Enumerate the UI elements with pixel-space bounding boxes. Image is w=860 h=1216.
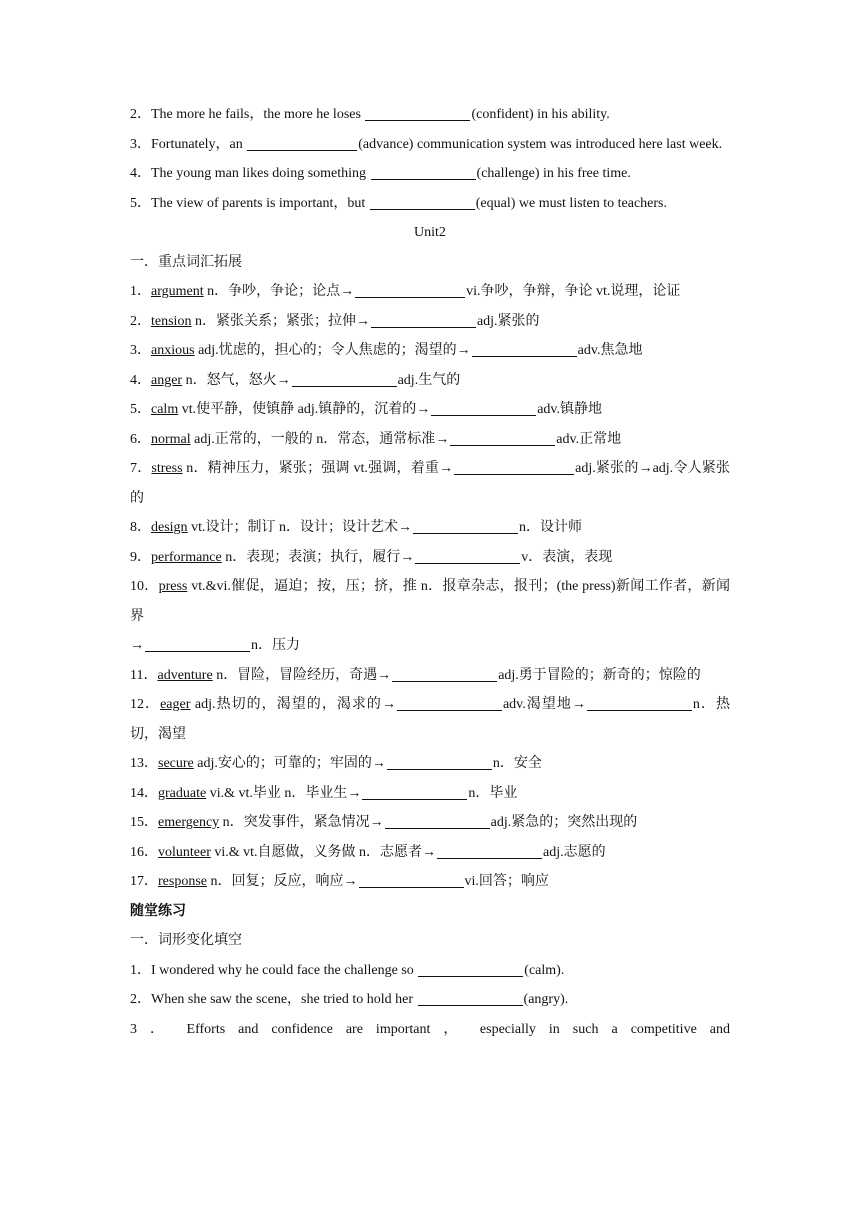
vocab-word: emergency (158, 815, 220, 830)
answer-blank[interactable] (371, 164, 476, 180)
vocab-item: 10．press vt.&vi.催促，逼迫；按，压；挤，推 n．报章杂志，报刊；(the press)新闻工作者，新闻界 (130, 579, 730, 624)
answer-blank[interactable] (355, 282, 465, 298)
exercise-item: 3．Fortunately，an (advance) communication system was introduced here last week. (130, 136, 723, 152)
vocab-word: calm (151, 402, 179, 417)
answer-blank[interactable] (370, 194, 475, 210)
vocab-item: 5．calm vt.使平静，使镇静 adj.镇静的，沉着的→ adv.镇静地 (130, 402, 603, 417)
vocab-word: normal (151, 431, 191, 447)
unit-title: Unit2 (414, 225, 446, 240)
vocab-item: 3．anxious adj.忧虑的，担心的；令人焦虑的；渴望的→ adv.焦急地 (130, 343, 643, 358)
practice-item: 2．When she saw the scene，she tried to hold her (angry). (130, 992, 569, 1007)
vocab-item: 7．stress n．精神压力，紧张；强调 vt.强调，着重→ adj.紧张的→adj.令人紧张的 (130, 461, 731, 506)
vocab-word: response (158, 874, 207, 889)
vocab-item: 9．performance n．表现；表演；执行，履行→ v．表演，表现 (130, 549, 613, 565)
vocab-item: 1．argument n．争吵，争论；论点→ vi.争吵，争辩，争论 vt.说理，论证 (130, 284, 681, 299)
vocab-item: 17．response n．回复；反应，响应→ vi.回答；响应 (130, 874, 549, 889)
answer-blank[interactable] (413, 518, 518, 534)
answer-blank[interactable] (431, 400, 536, 416)
vocab-word: graduate (158, 785, 207, 801)
vocab-word: argument (151, 284, 204, 299)
vocab-item: 6．normal adj.正常的，一般的 n．常态，通常标准→ adv.正常地 (130, 431, 622, 447)
answer-blank[interactable] (362, 784, 467, 800)
answer-blank[interactable] (472, 341, 577, 357)
vocab-item: 12．eager adj.热切的，渴望的，渴求的→ adv.渴望地→ n．热切，渴望 (130, 697, 730, 742)
vocab-item: 14．graduate vi.& vt.毕业 n．毕业生→ n．毕业 (130, 785, 518, 801)
vocab-item: 16．volunteer vi.& vt.自愿做，义务做 n．志愿者→ adj.志愿的 (130, 844, 606, 860)
answer-blank[interactable] (145, 636, 250, 652)
answer-blank[interactable] (397, 695, 502, 711)
vocab-word: design (151, 520, 188, 535)
practice-heading: 随堂练习 (130, 903, 186, 919)
answer-blank[interactable] (247, 135, 357, 151)
answer-blank[interactable] (437, 843, 542, 859)
vocab-word: adventure (157, 667, 213, 683)
answer-blank[interactable] (387, 754, 492, 770)
answer-blank[interactable] (385, 813, 490, 829)
exercise-item: 5．The view of parents is important，but (equal) we must listen to teachers. (130, 195, 668, 211)
vocab-word: performance (151, 549, 222, 565)
vocab-word: anxious (151, 343, 195, 358)
answer-blank[interactable] (454, 459, 574, 475)
vocab-heading: 一．重点词汇拓展 (130, 254, 242, 270)
vocab-word: press (158, 579, 188, 594)
vocab-item: 15．emergency n．突发事件，紧急情况→ adj.紧急的；突然出现的 (130, 815, 638, 830)
exercise-item: 4．The young man likes doing something (challenge) in his free time. (130, 166, 631, 181)
vocab-item: 8．design vt.设计；制订 n．设计；设计艺术→ n．设计师 (130, 520, 582, 535)
vocab-item: 13．secure adj.安心的；可靠的；牢固的→ n．安全 (130, 756, 542, 771)
vocab-word: eager (160, 697, 191, 712)
answer-blank[interactable] (418, 990, 523, 1006)
answer-blank[interactable] (415, 548, 520, 564)
answer-blank[interactable] (392, 666, 497, 682)
answer-blank[interactable] (371, 312, 476, 328)
practice-subheading: 一．词形变化填空 (130, 933, 242, 948)
vocab-item: 11．adventure n．冒险，冒险经历，奇遇→ adj.勇于冒险的；新奇的；惊险的 (130, 667, 701, 683)
document-page (130, 100, 730, 1044)
exercise-item: 2．The more he fails，the more he loses (confident) in his ability. (130, 107, 610, 122)
vocab-word: anger (151, 372, 183, 388)
vocab-word: tension (151, 313, 192, 329)
vocab-item-continuation: → n．压力 (130, 638, 300, 653)
vocab-word: volunteer (158, 844, 211, 860)
answer-blank[interactable] (418, 961, 523, 977)
vocab-word: secure (158, 756, 194, 771)
answer-blank[interactable] (292, 371, 397, 387)
answer-blank[interactable] (365, 105, 470, 121)
answer-blank[interactable] (359, 872, 464, 888)
practice-item: 3 ． Efforts and confidence are important ， especially in such a competitive and (130, 1021, 731, 1037)
vocab-item: 4．anger n．怒气，怒火→ adj.生气的 (130, 372, 461, 388)
practice-item: 1．I wondered why he could face the challenge so (calm). (130, 962, 565, 978)
answer-blank[interactable] (450, 430, 555, 446)
answer-blank[interactable] (587, 695, 692, 711)
vocab-item: 2．tension n．紧张关系；紧张；拉伸→ adj.紧张的 (130, 313, 540, 329)
vocab-word: stress (151, 461, 183, 476)
